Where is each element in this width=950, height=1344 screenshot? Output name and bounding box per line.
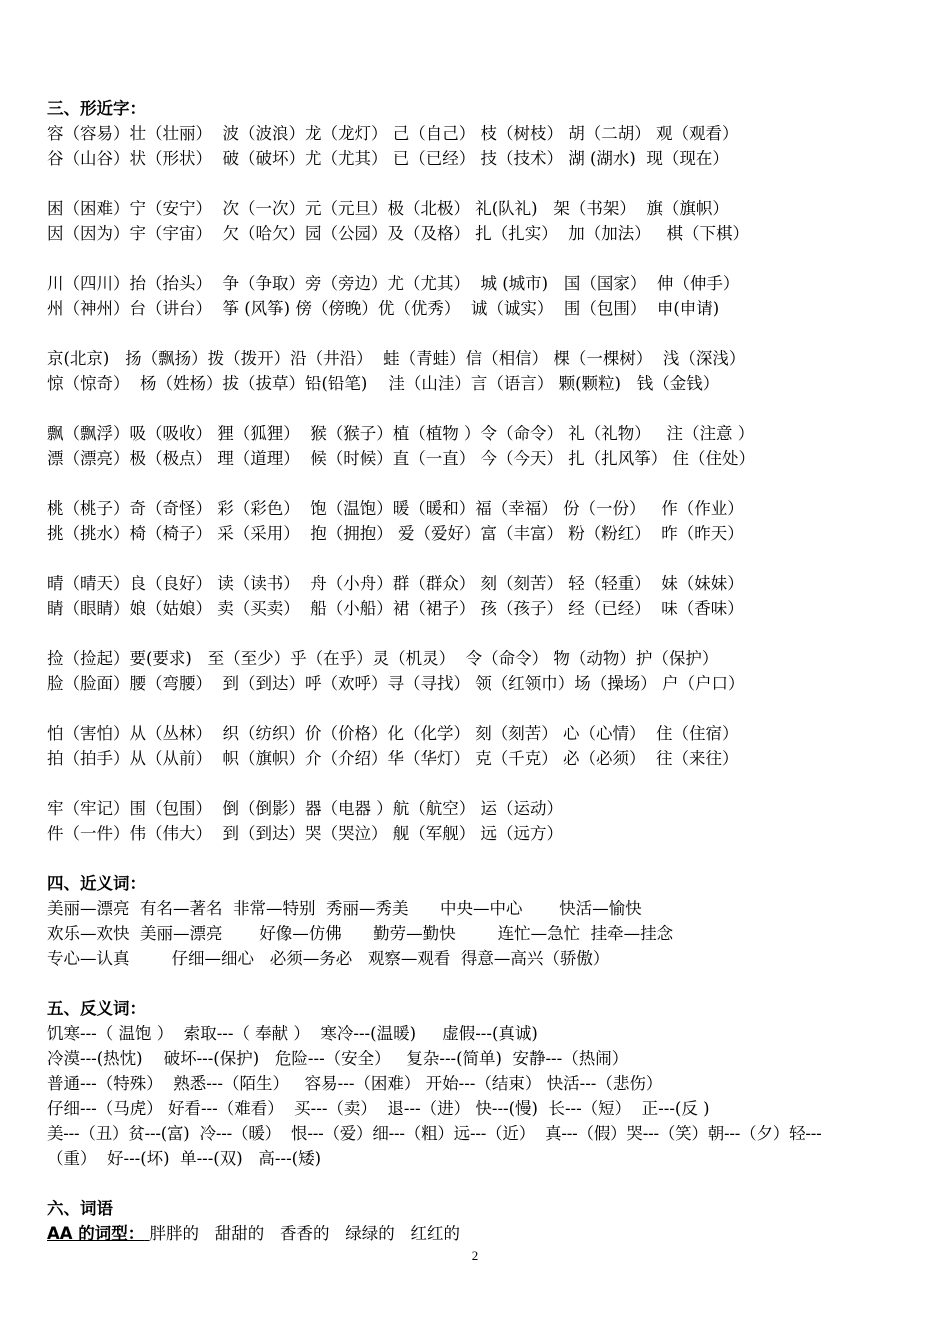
word-line: 牢（牢记）围（包围） 倒（倒影）器（电器 ）航（航空） 运（运动）	[47, 799, 563, 818]
word-line: 挑（挑水）椅（椅子） 采（采用） 抱（拥抱） 爱（爱好）富（丰富） 粉（粉红） 昨（昨天）	[47, 524, 744, 543]
antonym-line: 普通---（特殊） 熟悉---（陌生） 容易---（困难） 开始---（结束） 快活---（悲伤）	[47, 1074, 663, 1093]
section-title-ciyu: 六、词语	[47, 1199, 113, 1218]
word-line: 怕（害怕）从（丛林） 织（纺织）价（价格）化（化学） 刻（刻苦） 心（心情） 住（住宿）	[47, 724, 739, 743]
section-title-jinyici: 四、近义词：	[47, 874, 146, 893]
synonym-line: 欢乐—欢快 美丽—漂亮 好像—仿佛 勤劳—勤快 连忙—急忙 挂牵—挂念	[47, 924, 674, 943]
word-line: 件（一件）伟（伟大） 到（到达）哭（哭泣） 舰（军舰） 远（远方）	[47, 824, 563, 843]
word-line: 因（因为）宇（宇宙） 欠（哈欠）园（公园）及（及格） 扎（扎实） 加（加法） 棋（下棋）	[47, 224, 749, 243]
page-number: 2	[471, 1248, 479, 1263]
spacer	[47, 621, 927, 646]
antonym-line: 冷漠---(热忱) 破坏---(保护) 危险---（安全） 复杂---(简单) 安静---（热闹）	[47, 1049, 629, 1068]
spacer	[47, 771, 927, 796]
word-line: 京(北京) 扬（飘扬）拨（拨开）沿（井沿） 蛙（青蛙）信（相信） 棵（一棵树） 浅（深浅）	[47, 349, 746, 368]
spacer	[47, 846, 927, 871]
antonym-line: 饥寒---（ 温饱 ） 索取---（ 奉献 ） 寒冷---(温暖) 虚假---(真诚)	[47, 1024, 538, 1043]
aa-words: 胖胖的 甜甜的 香香的 绿绿的 红红的	[149, 1224, 460, 1243]
section-title-xingjinzi: 三、形近字：	[47, 99, 146, 118]
antonym-line: 仔细---（马虎） 好看---（难看） 买---（卖） 退---（进） 快---(慢) 长---（短） 正---(反 )	[47, 1099, 710, 1118]
antonym-line: （重） 好---(坏) 单---(双) 高---(矮)	[47, 1149, 322, 1168]
aa-word-line	[47, 1221, 927, 1246]
section-title-fanyici: 五、反义词：	[47, 999, 146, 1018]
word-line: 谷（山谷）状（形状） 破（破坏）尤（尤其） 已（已经） 技（技术） 湖 (湖水) 现（现在）	[47, 149, 729, 168]
word-line: 川（四川）抬（抬头） 争（争取）旁（旁边）尤（尤其） 城 (城市) 国（国家） 伸（伸手）	[47, 274, 740, 293]
spacer	[47, 471, 927, 496]
word-line: 容（容易）壮（壮丽） 波（波浪）龙（龙灯） 己（自己） 枝（树枝） 胡（二胡） 观（观看）	[47, 124, 739, 143]
word-line: 晴（晴天）良（良好） 读（读书） 舟（小舟）群（群众） 刻（刻苦） 轻（轻重） 妹（妹妹）	[47, 574, 744, 593]
spacer	[47, 1171, 927, 1196]
word-line: 漂（漂亮）极（极点） 理（道理） 候（时候）直（一直） 今（今天） 扎（扎风筝） 住（住处）	[47, 449, 755, 468]
word-line: 桃（桃子）奇（奇怪） 彩（彩色） 饱（温饱）暖（暖和）福（幸福） 份（一份） 作（作业）	[47, 499, 744, 518]
word-line: 困（困难）宁（安宁） 次（一次）元（元旦）极（北极） 礼(队礼) 架（书架） 旗（旗帜）	[47, 199, 729, 218]
spacer	[47, 246, 927, 271]
antonym-line: 美---（丑）贫---(富) 冷---（暖） 恨---（爱）细---（粗）远---（近） 真---（假）哭---（笑）朝---（夕）轻---	[47, 1124, 822, 1143]
word-line: 睛（眼睛）娘（姑娘） 卖（买卖） 船（小船）裙（裙子） 孩（孩子） 经（已经） 味（香味）	[47, 599, 744, 618]
word-line: 脸（脸面）腰（弯腰） 到（到达）呼（欢呼）寻（寻找） 领（红领巾）场（操场） 户（户口）	[47, 674, 745, 693]
spacer	[47, 396, 927, 421]
word-line: 拍（拍手）从（从前） 帜（旗帜）介（介绍）华（华灯） 克（千克） 必（必须） 往（来往）	[47, 749, 739, 768]
aa-label: AA 的词型：	[47, 1224, 145, 1243]
word-line: 飘（飘浮）吸（吸收） 狸（狐狸） 猴（猴子）植（植物 ）令（命令） 礼（礼物） 注（注意 ）	[47, 424, 755, 443]
spacer	[47, 321, 927, 346]
word-line: 惊（惊奇） 杨（姓杨）拔（拔草）铅(铅笔) 洼（山洼）言（语言） 颗(颗粒) 钱（金钱）	[47, 374, 720, 393]
spacer	[47, 546, 927, 571]
spacer	[47, 971, 927, 996]
document-page	[47, 96, 927, 1246]
spacer	[47, 696, 927, 721]
synonym-line: 专心—认真 仔细—细心 必须—务必 观察—观看 得意—高兴（骄傲）	[47, 949, 610, 968]
synonym-line: 美丽—漂亮 有名—著名 非常—特别 秀丽—秀美 中央—中心 快活—愉快	[47, 899, 642, 918]
word-line: 捡（捡起）要(要求) 至（至少）乎（在乎）灵（机灵） 令（命令） 物（动物）护（保护）	[47, 649, 719, 668]
spacer	[47, 171, 927, 196]
word-line: 州（神州）台（讲台） 筝 (风筝) 傍（傍晚）优（优秀） 诚（诚实） 围（包围） 申(申请)	[47, 299, 720, 318]
